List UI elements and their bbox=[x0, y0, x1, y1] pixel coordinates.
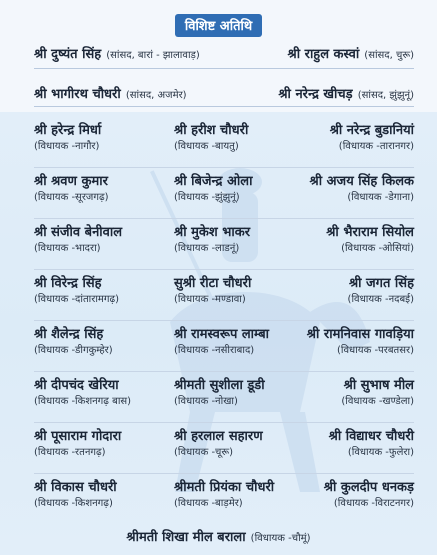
guest-name: श्री विद्याधर चौधरी bbox=[328, 429, 414, 444]
guest-entry bbox=[174, 224, 250, 256]
guest-name: श्री भैराराम सियोल bbox=[326, 225, 414, 240]
guest-role: (विधायक -नागौर) bbox=[34, 141, 100, 152]
guest-row bbox=[34, 271, 414, 321]
guest-entry bbox=[34, 275, 119, 307]
guest-role: (विधायक -किशनगढ़) bbox=[34, 498, 113, 509]
guest-role: (विधायक -ओसियां) bbox=[341, 243, 414, 254]
guest-name: श्री भागीरथ चौधरी bbox=[34, 86, 121, 102]
guest-entry bbox=[310, 173, 414, 205]
guest-entry bbox=[34, 224, 122, 256]
guest-name: श्री हरेन्द्र मिर्धा bbox=[34, 123, 102, 138]
guest-name: श्री कुलदीप धनकड़ bbox=[323, 480, 414, 495]
guest-entry bbox=[330, 122, 414, 154]
guest-entry bbox=[278, 83, 414, 102]
guest-role: (विधायक -नसीराबाद) bbox=[174, 345, 255, 356]
guest-entry-final bbox=[0, 526, 437, 545]
guest-entry bbox=[174, 275, 251, 307]
divider bbox=[34, 68, 414, 69]
guest-role: (विधायक -विराटनगर) bbox=[333, 498, 414, 509]
guest-name: श्रीमती शिखा मील बराला bbox=[126, 530, 246, 545]
guest-name: श्री पूसाराम गोदारा bbox=[34, 429, 122, 444]
guest-name: श्री मुकेश भाकर bbox=[174, 225, 251, 240]
guest-role: (विधायक -डीगकुम्हेर) bbox=[34, 345, 113, 356]
guest-role: (विधायक -चौमूं) bbox=[250, 533, 311, 544]
guest-role: (विधायक -लाडनूं) bbox=[174, 243, 240, 254]
guest-row bbox=[34, 424, 414, 474]
guest-role: (विधायक -मण्डावा) bbox=[174, 294, 246, 305]
guest-row bbox=[34, 373, 414, 423]
guest-entry bbox=[34, 122, 101, 154]
guest-name: श्री नरेन्द्र खीचड़ bbox=[278, 86, 353, 102]
guest-name: श्री रामस्वरूप लाम्बा bbox=[174, 327, 270, 342]
guest-role: (विधायक -तारानगर) bbox=[338, 141, 414, 152]
guest-entry bbox=[288, 43, 414, 62]
guest-name: श्री अजय सिंह किलक bbox=[309, 174, 414, 189]
guest-name: श्री हरलाल सहारण bbox=[174, 429, 263, 444]
guest-role: (सांसद, बारां - झालावाड़) bbox=[106, 49, 200, 61]
guest-name: श्री दीपचंद खेरिया bbox=[34, 378, 119, 393]
guest-role: (सांसद, चुरू) bbox=[364, 49, 414, 61]
guest-role: (विधायक -भादरा) bbox=[34, 243, 101, 254]
guest-entry bbox=[34, 173, 109, 205]
guest-entry bbox=[324, 479, 414, 511]
guest-role: (विधायक -फुलेरा) bbox=[347, 447, 414, 458]
guest-name: सुश्री रीटा चौधरी bbox=[174, 276, 252, 291]
guest-entry bbox=[307, 326, 414, 358]
guest-name: श्री विकास चौधरी bbox=[34, 480, 117, 495]
header-title: विशिष्ट अतिथि bbox=[175, 14, 262, 37]
guest-role: (विधायक -रतनगढ़) bbox=[34, 447, 106, 458]
guest-entry bbox=[34, 43, 200, 62]
guest-row bbox=[34, 118, 414, 168]
guest-row bbox=[34, 169, 414, 219]
guest-role: (विधायक -नोखा) bbox=[174, 396, 238, 407]
guest-entry bbox=[34, 377, 131, 409]
guest-entry bbox=[174, 326, 269, 358]
guest-entry bbox=[34, 326, 113, 358]
guest-name: श्री बिजेन्द्र ओला bbox=[174, 174, 253, 189]
guest-entry bbox=[326, 224, 414, 256]
guest-entry bbox=[329, 428, 414, 460]
guest-name: श्री दुष्यंत सिंह bbox=[34, 46, 102, 62]
guest-role: (विधायक -दांतारामगढ़) bbox=[34, 294, 120, 305]
divider bbox=[34, 269, 414, 270]
guest-row bbox=[34, 475, 414, 525]
guest-role: (विधायक -खण्डेला) bbox=[341, 396, 414, 407]
guest-role: (विधायक -परबतसर) bbox=[337, 345, 414, 356]
guest-role: (विधायक -बाड़मेर) bbox=[174, 498, 243, 509]
guest-role: (सांसद, झुंझुनूं) bbox=[357, 89, 414, 101]
guest-name: श्री रामनिवास गावड़िया bbox=[306, 327, 414, 342]
divider bbox=[34, 167, 414, 168]
guest-entry bbox=[341, 377, 414, 409]
top-guest-row-1 bbox=[34, 40, 414, 64]
guest-entry bbox=[174, 479, 274, 511]
guest-role: (विधायक -बायतु) bbox=[174, 141, 239, 152]
guest-entry bbox=[174, 377, 265, 409]
guest-entry bbox=[174, 122, 248, 154]
guest-entry bbox=[348, 275, 414, 307]
guest-entry bbox=[34, 428, 121, 460]
guest-role: (विधायक -किशनगढ़ बास) bbox=[34, 396, 132, 407]
guest-name: श्रीमती सुशीला डूडी bbox=[174, 378, 265, 393]
guest-role: (विधायक -नदबई) bbox=[347, 294, 414, 305]
divider bbox=[34, 371, 414, 372]
guest-row bbox=[34, 220, 414, 270]
guest-name: श्रीमती प्रियंका चौधरी bbox=[174, 480, 275, 495]
divider bbox=[34, 422, 414, 423]
guest-role: (विधायक -डेगाना) bbox=[347, 192, 414, 203]
guest-role: (विधायक -सूरजगढ़) bbox=[34, 192, 109, 203]
guest-entry bbox=[174, 173, 252, 205]
guest-name: श्री हरीश चौधरी bbox=[174, 123, 249, 138]
divider bbox=[34, 218, 414, 219]
guest-name: श्री राहुल कस्वां bbox=[287, 46, 360, 62]
guest-name: श्री श्रवण कुमार bbox=[34, 174, 108, 189]
guest-name: श्री विरेन्द्र सिंह bbox=[34, 276, 102, 291]
guest-name: श्री सुभाष मील bbox=[343, 378, 414, 393]
guest-name: श्री शैलेन्द्र सिंह bbox=[34, 327, 104, 342]
guest-role: (विधायक -झुंझुनूं) bbox=[174, 192, 240, 203]
divider bbox=[34, 320, 414, 321]
guest-name: श्री नरेन्द्र बुडानियां bbox=[329, 123, 414, 138]
divider bbox=[34, 106, 414, 107]
top-guest-row-2 bbox=[34, 80, 414, 104]
guest-entry bbox=[34, 479, 117, 511]
guest-entry bbox=[174, 428, 263, 460]
guest-entry bbox=[34, 83, 187, 102]
guest-name: श्री संजीव बेनीवाल bbox=[34, 225, 123, 240]
guest-role: (सांसद, अजमेर) bbox=[125, 89, 187, 101]
guest-name: श्री जगत सिंह bbox=[348, 276, 414, 291]
divider bbox=[34, 473, 414, 474]
guest-role: (विधायक -चूरू) bbox=[174, 447, 234, 458]
guest-row bbox=[34, 322, 414, 372]
